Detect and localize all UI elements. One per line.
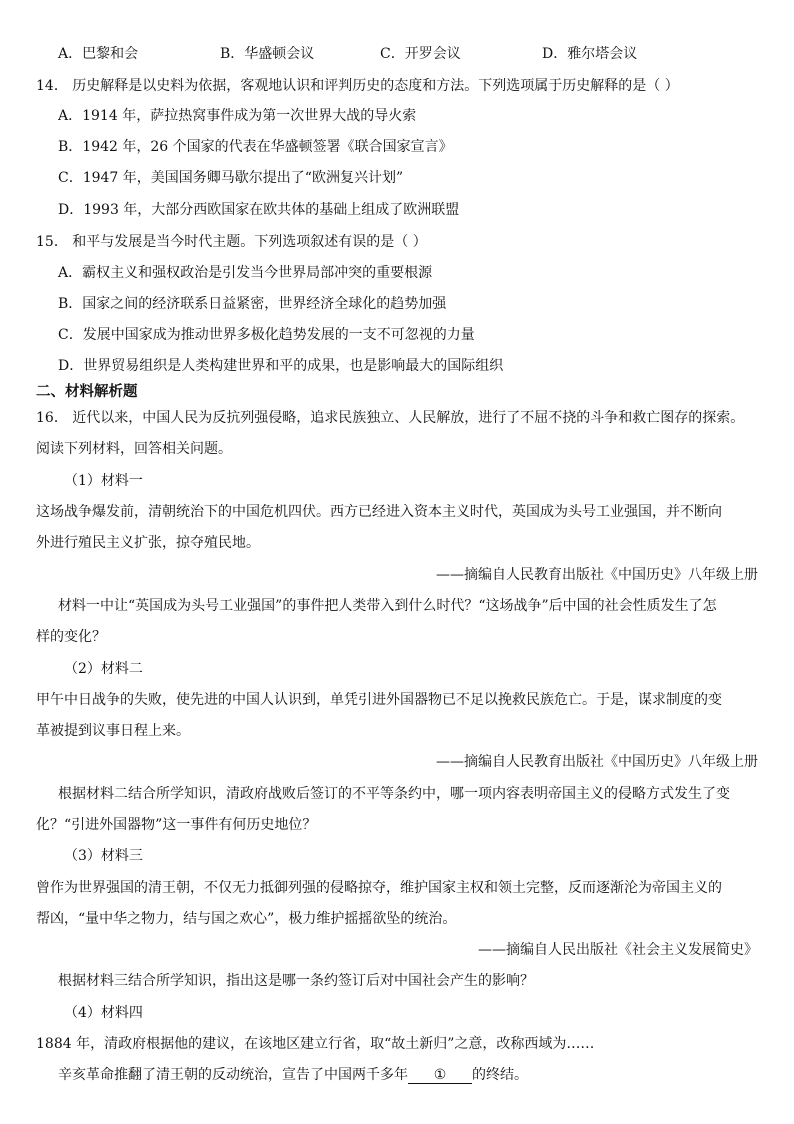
q16-part1-label: （1）材料一 [64,473,143,489]
q13-option-d: D．雅尔塔会议 [542,46,638,62]
q16-part3-question: 根据材料三结合所学知识，指出这是哪一条约签订后对中国社会产生的影响？ [58,973,534,989]
q14-option-d: D．1993 年，大部分西欧国家在欧共体的基础上组成了欧洲联盟 [58,202,460,218]
q16-part2-text-line1: 甲午中日战争的失败，使先进的中国人认识到，单凭引进外国器物已不足以挽救民族危亡。于是，谋求制度的变 [36,692,722,708]
q16-part2-label: （2）材料二 [64,661,143,677]
q15-option-d: D．世界贸易组织是人类构建世界和平的成果，也是影响最大的国际组织 [58,358,504,374]
q16-part4-label: （4）材料四 [64,1005,143,1021]
q16-part1-question-line1: 材料一中让“英国成为头号工业强国”的事件把人类带入到什么时代？“这场战争”后中国的社会性质发生了怎 [58,598,717,614]
q16-stem-line1: 16． 近代以来，中国人民为反抗列强侵略，追求民族独立、人民解放，进行了不屈不挠的斗争和救亡图存的探索。 [36,410,745,426]
q16-part2-source: ——摘编自人民教育出版社《中国历史》八年级上册 [436,754,758,770]
q15-stem: 15． 和平与发展是当今时代主题。下列选项叙述有误的是（ ） [36,234,427,250]
section-heading: 二、材料解析题 [36,384,138,400]
q13-options-row [58,44,758,64]
q16-part4-text-line1: 1884 年，清政府根据他的建议，在该地区建立行省，取“故土新归”之意，改称西域为…… [36,1036,595,1052]
q16-part2-question-line2: 化？“引进外国器物”这一事件有何历史地位？ [36,817,317,833]
q14-option-c: C．1947 年，美国国务卿马歇尔提出了“欧洲复兴计划” [58,170,404,186]
q16-part3-text-line1: 曾作为世界强国的清王朝，不仅无力抵御列强的侵略掠夺，维护国家主权和领土完整，反而逐渐沦为帝国主义的 [36,880,722,896]
q13-option-a: A．巴黎和会 [58,46,139,62]
q16-stem-line2: 阅读下列材料，回答相关问题。 [36,441,232,457]
q16-part3-text-line2: 帮凶，“量中华之物力，结与国之欢心”，极力维护摇摇欲坠的统治。 [36,911,457,927]
q16-part1-source: ——摘编自人民教育出版社《中国历史》八年级上册 [436,567,758,583]
q16-part2-text-line2: 革被提到议事日程上来。 [36,723,190,739]
q14-option-b: B．1942 年，26 个国家的代表在华盛顿签署《联合国家宣言》 [58,139,453,155]
q16-part1-text-line1: 这场战争爆发前，清朝统治下的中国危机四伏。西方已经进入资本主义时代，英国成为头号工业强国，并不断向 [36,504,722,520]
q13-option-c: C．开罗会议 [380,46,461,62]
q14-option-a: A．1914 年，萨拉热窝事件成为第一次世界大战的导火索 [58,108,417,124]
q14-stem: 14． 历史解释是以史料为依据，客观地认识和评判历史的态度和方法。下列选项属于历史解释的是（ ） [36,78,679,94]
q16-part4-text-line2 [58,1065,758,1085]
q16-part1-question-line2: 样的变化？ [36,629,106,645]
q16-part4-text-pre: 辛亥革命推翻了清王朝的反动统治，宣告了中国两千多年 [58,1067,408,1083]
q15-option-c: C．发展中国家成为推动世界多极化趋势发展的一支不可忽视的力量 [58,327,475,343]
q16-part3-source: ——摘编自人民出版社《社会主义发展简史》 [478,942,758,958]
q16-part2-question-line1: 根据材料二结合所学知识，清政府战败后签订的不平等条约中，哪一项内容表明帝国主义的侵略方式发生了变 [58,786,730,802]
q16-part1-text-line2: 外进行殖民主义扩张，掠夺殖民地。 [36,535,260,551]
q15-option-b: B．国家之间的经济联系日益紧密，世界经济全球化的趋势加强 [58,296,447,312]
q13-option-b: B．华盛顿会议 [220,46,315,62]
q16-part3-label: （3）材料三 [64,848,143,864]
answer-blank-1[interactable]: ① [408,1067,472,1084]
q16-part4-text-post: 的终结。 [472,1067,528,1083]
q15-option-a: A．霸权主义和强权政治是引发当今世界局部冲突的重要根源 [58,265,433,281]
